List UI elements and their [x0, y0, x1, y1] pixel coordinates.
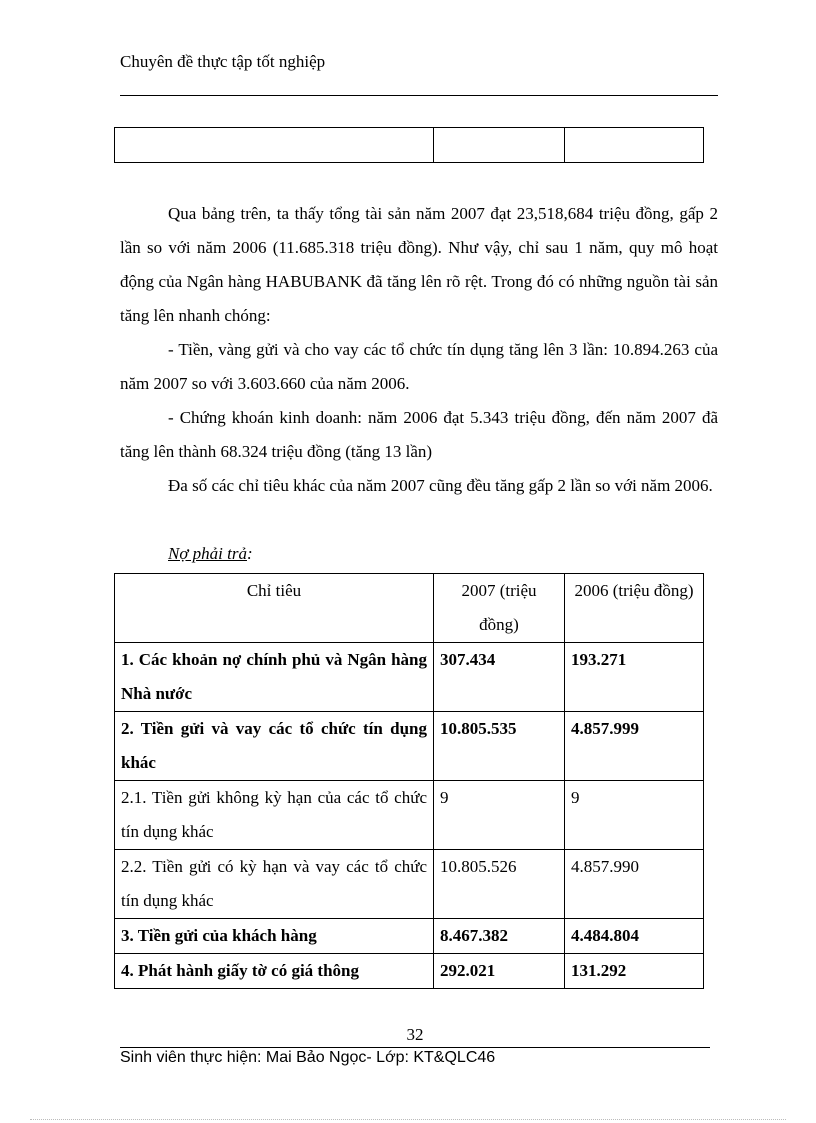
- section-subtitle: [168, 537, 253, 571]
- header-cell-2006: 2006 (triệu đồng): [565, 574, 704, 643]
- row-label: 2.2. Tiền gửi có kỳ hạn và vay các tổ chức tín dụng khác: [115, 850, 434, 919]
- row-value-2007: 10.805.526: [434, 850, 565, 919]
- paragraph-conclusion: Đa số các chỉ tiêu khác của năm 2007 cũng đều tăng gấp 2 lần so với năm 2006.: [168, 476, 713, 495]
- subtitle-colon: :: [246, 544, 253, 563]
- row-value-2006: 9: [565, 781, 704, 850]
- header-divider: [120, 95, 718, 96]
- table-row: [115, 919, 704, 954]
- table-row: [115, 712, 704, 781]
- header-cell-indicator: Chỉ tiêu: [115, 574, 434, 643]
- table-header-row: [115, 574, 704, 643]
- row-label: 2. Tiền gửi và vay các tổ chức tín dụng khác: [115, 712, 434, 781]
- row-value-2007: 307.434: [434, 643, 565, 712]
- row-value-2006: 4.484.804: [565, 919, 704, 954]
- row-value-2007: 292.021: [434, 954, 565, 989]
- row-value-2007: 9: [434, 781, 565, 850]
- row-value-2006: 131.292: [565, 954, 704, 989]
- row-label: 4. Phát hành giấy tờ có giá thông: [115, 954, 434, 989]
- row-value-2007: 8.467.382: [434, 919, 565, 954]
- continued-table-row: [114, 127, 704, 163]
- table-cell: [434, 128, 565, 163]
- row-label: 2.1. Tiền gửi không kỳ hạn của các tổ chức tín dụng khác: [115, 781, 434, 850]
- table-row: [115, 781, 704, 850]
- row-value-2007: 10.805.535: [434, 712, 565, 781]
- page-edge-divider: [30, 1119, 786, 1120]
- subtitle-text: Nợ phải trả: [168, 544, 247, 563]
- table-row: [115, 850, 704, 919]
- footer-divider: [120, 1047, 710, 1048]
- row-value-2006: 193.271: [565, 643, 704, 712]
- row-label: 3. Tiền gửi của khách hàng: [115, 919, 434, 954]
- row-value-2006: 4.857.990: [565, 850, 704, 919]
- footer-author: Sinh viên thực hiện: Mai Bảo Ngọc- Lớp: KT&QLC46: [120, 1049, 496, 1066]
- header-title: Chuyên đề thực tập tốt nghiệp: [120, 52, 326, 71]
- table-cell: [115, 128, 434, 163]
- table-row: [115, 128, 704, 163]
- page-number: 32: [406, 1025, 424, 1044]
- paragraph-bullet-deposits: - Tiền, vàng gửi và cho vay các tổ chức tín dụng tăng lên 3 lần: 10.894.263 của năm 2007 so với 3.603.660 của năm 2006.: [120, 340, 718, 393]
- header-cell-2007: 2007 (triệu đồng): [434, 574, 565, 643]
- row-value-2006: 4.857.999: [565, 712, 704, 781]
- liabilities-table: [114, 573, 704, 989]
- paragraph-bullet-securities: - Chứng khoán kinh doanh: năm 2006 đạt 5.343 triệu đồng, đến năm 2007 đã tăng lên thành 68.324 triệu đồng (tăng 13 lần): [120, 408, 718, 461]
- table-cell: [565, 128, 704, 163]
- table-row: [115, 954, 704, 989]
- paragraph-summary: Qua bảng trên, ta thấy tổng tài sản năm 2007 đạt 23,518,684 triệu đồng, gấp 2 lần so với năm 2006 (11.685.318 triệu đồng). Như vậy, chỉ sau 1 năm, quy mô hoạt động của Ngân hàng HABUBANK đã tăng lên rõ rệt. Trong đó có những nguồn tài sản tăng lên nhanh chóng:: [120, 204, 718, 325]
- row-label: 1. Các khoản nợ chính phủ và Ngân hàng Nhà nước: [115, 643, 434, 712]
- table-row: [115, 643, 704, 712]
